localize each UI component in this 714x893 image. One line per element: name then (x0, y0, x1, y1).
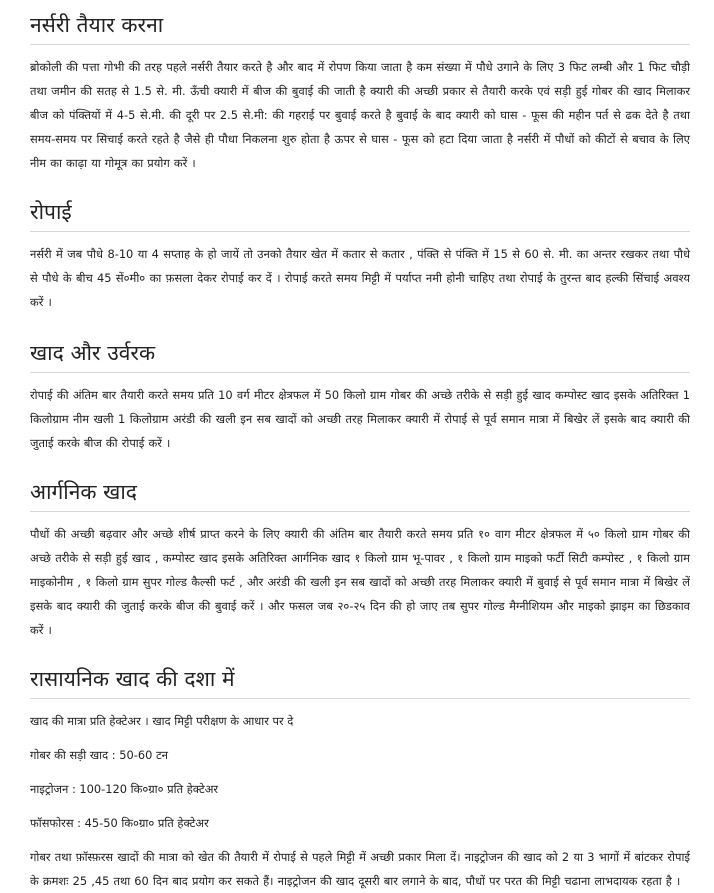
heading-chemical-fertilizer: रासायनिक खाद की दशा में (30, 656, 690, 699)
heading-manure-fertilizer: खाद और उर्वरक (30, 330, 690, 373)
spacer (30, 455, 690, 469)
line-nitrogen: नाइट्रोजन : 100-120 कि०ग्रा० प्रति हेक्टेअर (30, 782, 219, 796)
paragraph-transplanting: नर्सरी में जब पौधे 8-10 या 4 सप्ताह के हो जायें तो उनको तैयार खेत में कतार से कतार , पंक्ति से पंक्ति में 15 से 60 से. मी. का अन्तर रखकर तथा पौधे से पौधे के बीच 45 सें०मी० का फ़सला देकर रोपाई कर दें । रोपाई करते समय मिट्टी में पर्याप्त नमी होनी चाहिए तथा रोपाई के तुरन्त बाद हल्की सिंचाई अवश्य करें । (30, 247, 690, 309)
paragraph-manure-fertilizer: रोपाई की अंतिम बार तैयारी करते समय प्रति 10 वर्ग मीटर क्षेत्रफल में 50 किलो ग्राम गोबर की अच्छे तरीके से सड़ी हुई खाद कम्पोस्ट खाद इसके अतिरिक्त 1 किलोग्राम नीम खली 1 किलोग्राम अरंडी की खली इन सब खादों को अच्छी तरह मिलाकर क्यारी में रोपाई से पूर्व समान मात्रा में बिखेर लें इसके बाद क्यारी की जुताई करके बीज की रोपाई करें । (30, 388, 690, 450)
paragraph-nursery: ब्रोकोली की पत्ता गोभी की तरह पहले नर्सरी तैयार करते है और बाद में रोपण किया जाता है कम संख्या में पौधे उगाने के लिए 3 फिट लम्बी और 1 फिट चौड़ी तथा जमीन की सतह से 1.5 से. मी. ऊँची क्यारी में बीज की बुवाई की जाती है क्यारी की अच्छी प्रकार से तैयारी करके एवं सड़ी हुई गोबर की खाद मिलाकर बीज को पंक्तियों में 4-5 से.मी. की दूरी पर 2.5 से.मी: की गहराई पर बुवाई करते है बुवाई के बाद क्यारी को घास - फूस की महीन पर्त से ढक देते है तथा समय-समय पर सिचाई करते रहते है जैसे ही पौधा निकलना शुरु होता है ऊपर से घास - फूस को हटा दिया जाता है नर्सरी में पौधों को कीटों से बचाव के लिए नीम का काढ़ा या गोमूत्र का प्रयोग करें । (30, 60, 690, 170)
line-fertilizer-quantity: खाद की मात्रा प्रति हेक्टेअर । खाद मिट्टी परीक्षण के आधार पर दे (30, 714, 294, 728)
heading-nursery: नर्सरी तैयार करना (30, 2, 690, 45)
spacer (30, 314, 690, 330)
heading-transplanting: रोपाई (30, 189, 690, 232)
line-phosphorus: फॉसफोरस : 45-50 कि०ग्रा० प्रति हेक्टेअर (30, 816, 209, 830)
spacer (30, 175, 690, 189)
paragraph-organic-manure: पौधों की अच्छी बढ़वार और अच्छे शीर्ष प्राप्त करने के लिए क्यारी की अंतिम बार तैयारी करते समय प्रति १० वाग मीटर क्षेत्रफल में ५० किलो ग्राम गोबर की अच्छे तरीके से सड़ी हुई खाद , कम्पोस्ट खाद इसके अतिरिक्त आर्गनिक खाद १ किलो ग्राम भू-पावर , १ किलो ग्राम माइको फर्टी सिटी कम्पोस्ट , १ किलो ग्राम माइकोनीम , १ किलो ग्राम सुपर गोल्ड कैल्सी फर्ट , और अरंडी की खली इन सब खादों को अच्छी तरह मिलाकर क्यारी में बुवाई से पूर्व समान मात्रा में बिखेर लें इसके बाद क्यारी की जुताई करके बीज की बुवाई करें । और फसल जब २०-२५ दिन की हो जाए तब सुपर गोल्ड मैग्नीशियम और माइको झाइम का छिडकाव करें । (30, 527, 690, 637)
spacer (30, 642, 690, 656)
heading-organic-manure: आर्गनिक खाद (30, 469, 690, 512)
line-farmyard-manure: गोबर की सड़ी खाद : 50-60 टन (30, 748, 169, 762)
paragraph-chemical-application: गोबर तथा फ़ॉस्फ़रस खादों की मात्रा को खेत की तैयारी में रोपाई से पहले मिट्टी में अच्छी प्रकार मिला दें। नाइट्रोजन की खाद को 2 या 3 भागों में बांटकर रोपाई के क्रमशः 25 ,45 तथा 60 दिन बाद प्रयोग कर सकते हैं। नाइट्रोजन की खाद दूसरी बार लगाने के बाद, पौधों पर परत की मिट्टी चढाना लाभदायक रहता है । (30, 850, 690, 888)
